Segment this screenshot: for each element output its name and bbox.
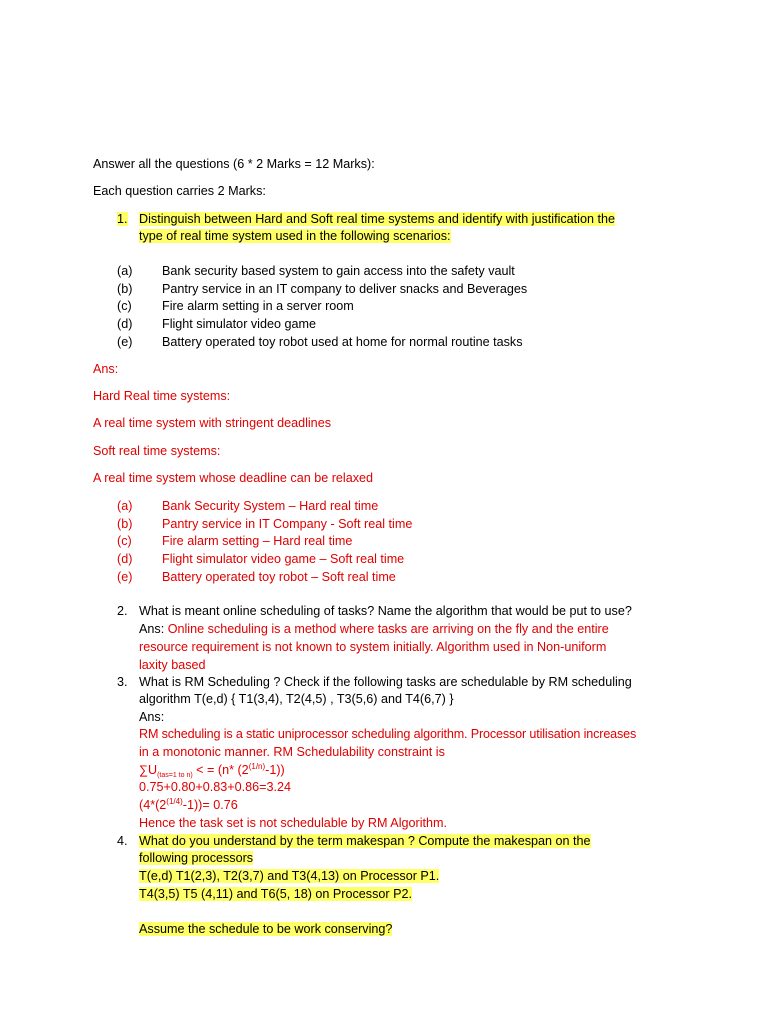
classification-item: Flight simulator video game – Soft real time <box>162 552 405 567</box>
q1-text-line2: type of real time system used in the following scenarios: <box>139 229 451 243</box>
utilisation-sum: 0.75+0.80+0.83+0.86=3.24 <box>139 780 291 794</box>
scenario-item-marker: (b) <box>117 281 133 296</box>
soft-rt-definition: A real time system whose deadline can be relaxed <box>93 471 374 485</box>
classification-item-marker: (a) <box>117 499 133 513</box>
q3-text-line1: What is RM Scheduling ? Check if the following tasks are schedulable by RM scheduling <box>139 675 632 689</box>
q2-number: 2. <box>117 604 128 618</box>
q3-answer-line1: RM scheduling is a static uniprocessor scheduling algorithm. Processor utilisation increases <box>139 727 637 741</box>
scenario-item: Flight simulator video game <box>162 317 316 332</box>
classification-item: Pantry service in IT Company - Soft real time <box>162 516 413 531</box>
q2-answer-line3: laxity based <box>139 658 206 672</box>
scenario-item: Pantry service in an IT company to deliver snacks and Beverages <box>162 281 528 296</box>
scenario-item: Fire alarm setting in a server room <box>162 299 354 314</box>
q3-answer-line2: in a monotonic manner. RM Schedulability constraint is <box>139 745 445 759</box>
marks-note: Each question carries 2 Marks: <box>93 184 266 198</box>
classification-item: Fire alarm setting – Hard real time <box>162 534 353 549</box>
scenario-item-marker: (a) <box>117 264 133 278</box>
q2-answer-line1: Ans: Online scheduling is a method where tasks are arriving on the fly and the entire <box>139 622 609 636</box>
classification-item-marker: (d) <box>117 552 133 567</box>
q3-text-line2: algorithm T(e,d) { T1(3,4), T2(4,5) , T3(5,6) and T4(6,7) } <box>139 692 454 706</box>
q2-text: What is meant online scheduling of tasks? Name the algorithm that would be put to use? <box>139 604 632 618</box>
soft-rt-heading: Soft real time systems: <box>93 444 221 458</box>
q4-assumption: Assume the schedule to be work conserving? <box>139 922 393 936</box>
q4-text-line2: following processors <box>139 851 254 865</box>
classification-item-marker: (e) <box>117 569 133 584</box>
instructions-line: Answer all the questions (6 * 2 Marks = 12 Marks): <box>93 157 375 171</box>
hard-rt-definition: A real time system with stringent deadlines <box>93 416 331 430</box>
scenario-item-marker: (c) <box>117 299 132 314</box>
q4-number: 4. <box>117 834 128 848</box>
q3-answer-label: Ans: <box>139 710 165 724</box>
q1-text-line1: Distinguish between Hard and Soft real time systems and identify with justification the <box>139 212 615 226</box>
utilisation-bound: $(4*(2^{(1/4)}-1))= 0.76$ <box>139 797 238 812</box>
q3-conclusion: Hence the task set is not schedulable by RM Algorithm. <box>139 816 447 830</box>
classification-item-marker: (b) <box>117 516 133 531</box>
rm-constraint-formula: $\sum U_{(tas=1 to n)}$ < = (n* $(2^{(1/n)}-1)$) <box>139 762 285 779</box>
classification-item-marker: (c) <box>117 534 132 549</box>
classification-item: Bank Security System – Hard real time <box>162 499 379 513</box>
ans1-label: Ans: <box>93 362 119 376</box>
scenario-item-marker: (e) <box>117 334 133 349</box>
scenario-item: Battery operated toy robot used at home for normal routine tasks <box>162 334 523 349</box>
q2-answer-line2: resource requirement is not known to system initially. Algorithm used in Non-uniform <box>139 640 607 654</box>
classification-item: Battery operated toy robot – Soft real time <box>162 569 396 584</box>
q3-number: 3. <box>117 675 128 689</box>
scenario-item-marker: (d) <box>117 317 133 332</box>
q1-number: 1. <box>117 212 128 226</box>
q4-text-line1: What do you understand by the term makespan ? Compute the makespan on the <box>139 834 591 848</box>
q4-processor-p2: T4(3,5) T5 (4,11) and T6(5, 18) on Processor P2. <box>139 887 412 901</box>
hard-rt-heading: Hard Real time systems: <box>93 389 231 403</box>
scenario-item: Bank security based system to gain access into the safety vault <box>162 264 515 278</box>
q4-processor-p1: T(e,d) T1(2,3), T2(3,7) and T3(4,13) on Processor P1. <box>139 869 440 883</box>
